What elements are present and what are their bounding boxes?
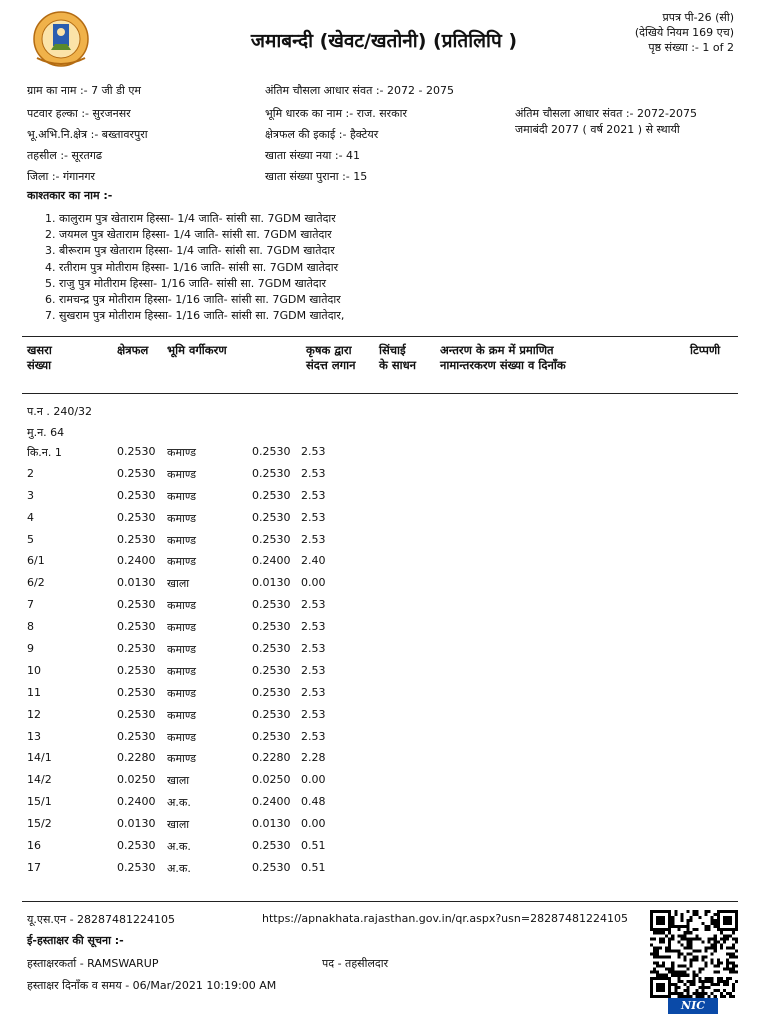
col-khasra: खसरा संख्या — [27, 343, 52, 372]
cell-area-2: 0.2530 — [252, 620, 291, 634]
cell-land-class: कमाण्ड — [167, 708, 196, 722]
nic-logo: NIC — [668, 998, 718, 1014]
cell-land-class: खाला — [167, 774, 190, 788]
cell-area: 0.2530 — [117, 860, 156, 874]
list-item: 1. कालुराम पुत्र खेताराम हिस्सा- 1/4 जाति- सांसी सा. 7GDM खातेदार — [45, 212, 336, 225]
form-number: प्रपत्र पी-26 (सी) — [662, 11, 734, 24]
cell-khasra: 16 — [27, 839, 41, 853]
cell-rent: 2.53 — [301, 510, 326, 524]
list-item: 7. सुखराम पुत्र मोतीराम हिस्सा- 1/16 जाति- सांसी सा. 7GDM खातेदार, — [45, 309, 345, 323]
patwar-circle: पटवार हल्का :- सुरजनसर — [27, 107, 131, 120]
cell-land-class: कमाण्ड — [167, 511, 196, 525]
cell-khasra: 3 — [27, 488, 34, 502]
cell-area: 0.0250 — [117, 773, 156, 787]
page-title: जमाबन्दी (खेवट/खतोनी) (प्रतिलिपि ) — [250, 30, 518, 52]
cell-khasra: 5 — [27, 532, 34, 546]
khata-old: खाता संख्या पुराना :- 15 — [265, 170, 368, 183]
cell-area-2: 0.2530 — [252, 598, 291, 612]
cell-area-2: 0.2400 — [252, 554, 291, 568]
cell-area: 0.2530 — [117, 729, 156, 743]
esign-heading: ई-हस्ताक्षर की सूचना :- — [27, 934, 124, 947]
cell-khasra: 9 — [27, 642, 34, 656]
cell-area: 0.2530 — [117, 663, 156, 677]
cell-land-class: अ.क. — [167, 861, 191, 875]
cell-rent: 2.53 — [301, 598, 326, 612]
cell-area-2: 0.2530 — [252, 663, 291, 677]
form-reference — [635, 10, 734, 55]
signer-name: हस्ताक्षरकर्ता - RAMSWARUP — [27, 957, 159, 970]
district: जिला :- गंगानगर — [27, 170, 96, 183]
sign-datetime: हस्ताक्षर दिनाँक व समय - 06/Mar/2021 10:19:00 AM — [27, 979, 277, 992]
verify-url[interactable]: https://apnakhata.rajasthan.gov.in/qr.aspx?usn=28287481224105 — [262, 912, 629, 925]
signer-designation: पद - तहसीलदार — [322, 957, 389, 970]
village-name: ग्राम का नाम :- 7 जी डी एम — [27, 84, 142, 97]
list-item: 6. रामचन्द्र पुत्र मोतीराम हिस्सा- 1/16 जाति- सांसी सा. 7GDM खातेदार — [45, 293, 341, 307]
cell-area-2: 0.2530 — [252, 860, 291, 874]
cell-area-2: 0.2530 — [252, 488, 291, 502]
cell-rent: 0.48 — [301, 795, 326, 809]
table-header-rule — [22, 393, 738, 394]
cell-khasra: 11 — [27, 685, 41, 699]
cell-area-2: 0.2530 — [252, 510, 291, 524]
cell-khasra: 6/2 — [27, 576, 45, 590]
cell-land-class: कमाण्ड — [167, 686, 196, 700]
cell-land-class: कमाण्ड — [167, 664, 196, 678]
cell-land-class: अ.क. — [167, 796, 191, 810]
cell-area-2: 0.2530 — [252, 685, 291, 699]
list-item: 4. रतीराम पुत्र मोतीराम हिस्सा- 1/16 जाति- सांसी सा. 7GDM खातेदार — [45, 260, 339, 274]
last-settlement: अंतिम चौसला आधार संवत :- 2072 - 2075 — [265, 84, 454, 97]
cell-rent: 2.40 — [301, 554, 326, 568]
cell-rent: 2.53 — [301, 445, 326, 458]
revenue-circle: भू.अभि.नि.क्षेत्र :- बख्तावरपुरा — [27, 128, 148, 141]
cell-area-2: 0.0250 — [252, 773, 291, 787]
cell-rent: 2.53 — [301, 620, 326, 634]
cell-land-class: कमाण्ड — [167, 643, 196, 657]
usn-number: यू.एस.एन - 28287481224105 — [27, 913, 176, 926]
cell-area: 0.2530 — [117, 488, 156, 502]
cell-land-class: खाला — [167, 818, 190, 832]
cell-rent: 2.28 — [301, 751, 326, 765]
cell-rent: 2.53 — [301, 642, 326, 656]
form-rule: (देखिये नियम 169 एच) — [634, 26, 734, 39]
area-unit: क्षेत्रफल की इकाई :- हैक्टेयर — [265, 128, 379, 141]
cell-area: 0.0130 — [117, 576, 156, 590]
murabba-number: मु.न. 64 — [27, 426, 65, 439]
cell-area: 0.2400 — [117, 795, 156, 809]
owners-list — [45, 211, 344, 324]
col-area: क्षेत्रफल — [117, 343, 149, 357]
list-item: 5. राजु पुत्र मोतीराम हिस्सा- 1/16 जाति- सांसी सा. 7GDM खातेदार — [45, 276, 327, 290]
cell-area: 0.2530 — [117, 598, 156, 612]
cell-khasra: 17 — [27, 860, 41, 874]
col-rent: कृषक द्वारा संदत्त लगान — [306, 343, 356, 372]
cell-khasra: 14/2 — [27, 773, 52, 787]
cell-area: 0.2530 — [117, 642, 156, 656]
cell-area-2: 0.2530 — [252, 707, 291, 721]
cell-area-2: 0.2530 — [252, 532, 291, 546]
cell-rent: 0.51 — [301, 839, 326, 853]
cell-area: 0.2530 — [117, 532, 156, 546]
cell-rent: 2.53 — [301, 663, 326, 677]
cell-rent: 2.53 — [301, 488, 326, 502]
cell-area-2: 0.0130 — [252, 576, 291, 590]
cell-khasra: 15/2 — [27, 817, 52, 831]
cell-rent: 2.53 — [301, 532, 326, 546]
land-holder: भूमि धारक का नाम :- राज. सरकार — [265, 107, 407, 120]
cell-area: 0.2530 — [117, 707, 156, 721]
footer-rule — [22, 901, 738, 902]
cell-rent: 0.00 — [301, 817, 326, 831]
cell-area: 0.2530 — [117, 839, 156, 853]
page-number: पृष्ठ संख्या :- 1 of 2 — [648, 41, 734, 54]
patta-number: प.न . 240/32 — [27, 405, 93, 418]
cell-land-class: कमाण्ड — [167, 489, 196, 503]
cell-area-2: 0.2530 — [252, 466, 291, 480]
cell-area-2: 0.2280 — [252, 751, 291, 765]
cell-land-class: कमाण्ड — [167, 533, 196, 547]
cell-rent: 2.53 — [301, 466, 326, 480]
cell-area: 0.2530 — [117, 510, 156, 524]
cell-area: 0.2530 — [117, 466, 156, 480]
jamabandi-year: जमाबंदी 2077 ( वर्ष 2021 ) से स्थायी — [515, 123, 680, 136]
cell-area-2: 0.2400 — [252, 795, 291, 809]
cell-rent: 2.53 — [301, 707, 326, 721]
qr-code-icon — [650, 910, 738, 998]
cell-area: 0.2280 — [117, 751, 156, 765]
list-item: 2. जयमल पुत्र खेताराम हिस्सा- 1/4 जाति- सांसी सा. 7GDM खातेदार — [45, 228, 332, 242]
cell-rent: 0.00 — [301, 576, 326, 590]
cell-rent: 2.53 — [301, 685, 326, 699]
cell-khasra: 8 — [27, 620, 34, 634]
cell-land-class: खाला — [167, 577, 190, 591]
cell-land-class: कमाण्ड — [167, 599, 196, 613]
tehsil: तहसील :- सूरतगढ — [27, 149, 103, 162]
cell-area: 0.2530 — [117, 685, 156, 699]
last-settlement-2: अंतिम चौसला आधार संवत :- 2072-2075 — [515, 107, 697, 120]
table-top-rule — [22, 336, 738, 337]
cell-khasra: 2 — [27, 466, 34, 480]
cell-land-class: कमाण्ड — [167, 555, 196, 569]
cell-land-class: कमाण्ड — [167, 730, 196, 744]
cell-rent: 2.53 — [301, 729, 326, 743]
cell-area-2: 0.2530 — [252, 839, 291, 853]
cell-area-2: 0.2530 — [252, 729, 291, 743]
cell-area-2: 0.2530 — [252, 445, 291, 458]
cell-khasra: 7 — [27, 598, 34, 612]
cell-khasra: 13 — [27, 729, 41, 743]
cell-khasra: 6/1 — [27, 554, 45, 568]
list-item: 3. बीरूराम पुत्र खेताराम हिस्सा- 1/4 जाति- सांसी सा. 7GDM खातेदार — [45, 244, 335, 258]
col-remarks: टिप्पणी — [690, 343, 721, 357]
cultivator-heading: काश्तकार का नाम :- — [27, 189, 113, 202]
cell-khasra: 14/1 — [27, 751, 52, 765]
cell-area: 0.2400 — [117, 554, 156, 568]
cell-area: 0.0130 — [117, 817, 156, 831]
cell-area-2: 0.2530 — [252, 642, 291, 656]
cell-land-class: अ.क. — [167, 840, 191, 854]
cell-area: 0.2530 — [117, 445, 156, 458]
cell-area: 0.2530 — [117, 620, 156, 634]
cell-land-class: कमाण्ड — [167, 621, 196, 635]
cell-rent: 0.00 — [301, 773, 326, 787]
cell-khasra: 15/1 — [27, 795, 52, 809]
cell-land-class: कमाण्ड — [167, 752, 196, 766]
cell-land-class: कमाण्ड — [167, 446, 196, 459]
cell-land-class: कमाण्ड — [167, 467, 196, 481]
col-mutation: अन्तरण के क्रम में प्रमाणित नामान्तरकरण संख्या व दिनाँक — [440, 343, 566, 372]
khata-new: खाता संख्या नया :- 41 — [265, 149, 361, 162]
cell-khasra: 10 — [27, 663, 41, 677]
cell-khasra: कि.न. 1 — [27, 446, 62, 459]
cell-area-2: 0.0130 — [252, 817, 291, 831]
cell-khasra: 12 — [27, 707, 41, 721]
col-land-class: भूमि वर्गीकरण — [167, 343, 227, 357]
cell-khasra: 4 — [27, 510, 34, 524]
cell-rent: 0.51 — [301, 860, 326, 874]
col-irrigation: सिंचाई के साधन — [379, 343, 417, 372]
